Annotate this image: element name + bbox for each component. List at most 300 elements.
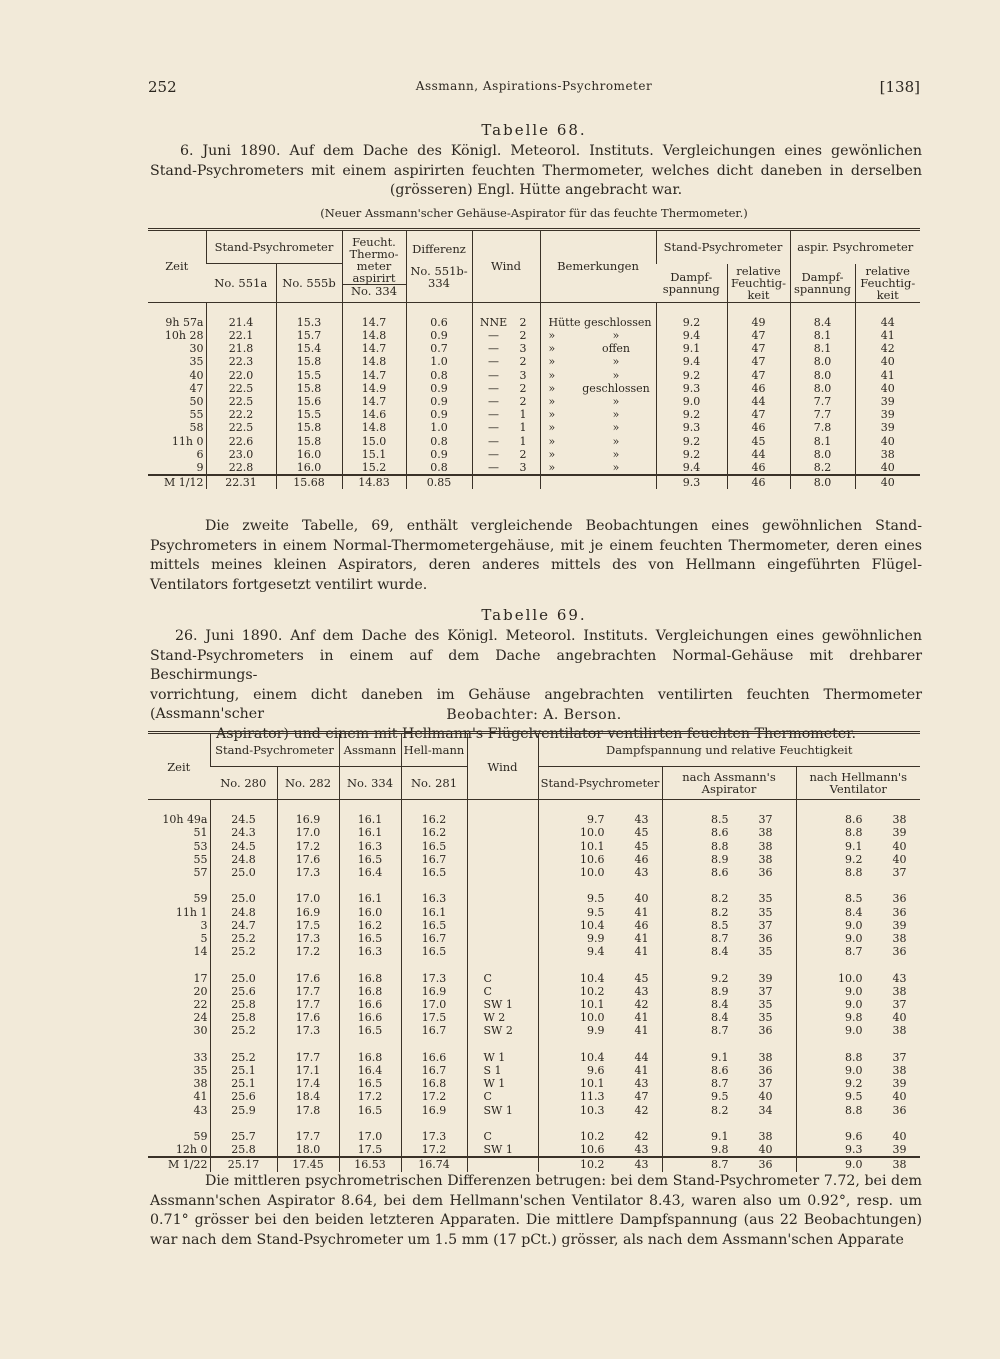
wind-force: 2 [519,315,527,329]
vapour-pressure: 10.2 [580,1130,605,1143]
pair-cell [662,1051,796,1064]
pair-cell [796,826,920,839]
table-cell: 16.5 [339,1077,401,1090]
wind-direction: — [488,394,499,408]
table-cell: 16.2 [401,826,467,839]
remark-b: offen [601,342,631,356]
table-row [148,945,920,958]
differenz-label: Differenz [412,242,466,257]
table-cell: 47 [727,329,790,342]
pair-cell [538,919,662,932]
vapour-pressure: 10.1 [580,998,605,1011]
table-cell: 25.1 [210,1077,277,1090]
table-row [148,985,920,998]
table-cell: 15.8 [276,435,342,448]
wind-force: 2 [519,381,527,395]
col-dampf-group: Dampfspannung und relative Feuchtigkeit [538,733,920,767]
remark-b: » [612,434,620,448]
pair-cell [796,1077,920,1090]
table-row [148,1130,920,1143]
col-nh: nach Hellmann's Ventilator [796,767,920,800]
table-row [148,813,920,826]
remark-b: » [612,447,620,461]
table-cell: 24.7 [210,919,277,932]
col-zeit: Zeit [148,733,210,800]
wind-cell [472,329,540,342]
wind-cell [472,316,540,329]
vapour-pressure: 8.7 [711,1024,729,1038]
table-cell: 25.7 [210,1130,277,1143]
table-cell: 40 [855,461,920,475]
wind-cell: SW 1 [467,1143,538,1157]
table-cell: 15.5 [276,369,342,382]
time-cell: 3 [200,918,208,932]
table-cell: 16.6 [339,1011,401,1024]
wind-force: 2 [519,394,527,408]
table-cell: 9.2 [656,316,727,329]
vapour-pressure: 8.9 [711,852,729,866]
table-cell: 17.7 [277,998,339,1011]
col-hellmann: Hell-mann [401,733,467,767]
mean-label: M 1/12 [148,475,206,489]
rel-humidity: 45 [634,971,649,985]
mean-pair-cell [796,1157,920,1171]
pair-cell [538,906,662,919]
table-cell: 15.2 [342,461,406,475]
pair-cell [796,813,920,826]
table-cell: 39 [855,395,920,408]
table-cell: 16.8 [339,1051,401,1064]
wind-cell [472,395,540,408]
wind-cell: SW 1 [467,1104,538,1117]
table-row [148,1077,920,1090]
table-cell: 44 [727,395,790,408]
vapour-pressure: 9.4 [587,945,605,959]
rel-humidity: 40 [892,1090,907,1104]
table-cell: 14.9 [342,382,406,395]
mean-vapour: 8.7 [711,1158,729,1172]
table-cell: 15.6 [276,395,342,408]
rel-humidity: 38 [892,932,907,945]
table-cell: 40 [855,355,920,368]
pair-cell [662,1130,796,1143]
table-cell: 22.2 [206,408,276,421]
mean-row [148,475,920,489]
vapour-pressure: 10.4 [580,918,605,932]
rel-humidity: 35 [758,998,773,1011]
col-aspir-group: aspir. Psychrometer [790,230,920,264]
col-stand-psychrometer: Stand-Psychrometer [210,733,339,767]
table-cell: 16.7 [401,853,467,866]
remarks-cell [540,355,656,368]
table-cell: 44 [855,316,920,329]
pair-cell [538,932,662,945]
observer: Beobachter: A. Berson. [446,707,622,723]
table-cell: 17.3 [277,866,339,879]
rel-humidity: 39 [758,971,773,985]
section-number: [138] [879,78,920,96]
mean-humidity: 36 [758,1158,773,1172]
time-cell: 59 [193,1130,208,1143]
table-cell: 17.3 [277,1024,339,1037]
wind-cell [467,932,538,945]
col-dampf-1: Dampf-spannung [662,269,720,296]
wind-cell: W 2 [467,1011,538,1024]
table-cell: 39 [855,408,920,421]
col-rel-1: relative Feuchtig-keit [727,264,790,303]
table-cell: 16.6 [339,998,401,1011]
table-cell: 17.5 [401,1011,467,1024]
table-row [148,382,920,395]
wind-cell [467,906,538,919]
table-cell: 0.8 [406,461,472,475]
col-no280: No. 280 [210,767,277,800]
rel-humidity: 43 [634,866,649,879]
remark-a: Hütte geschlossen [548,315,652,329]
table-cell: 17.2 [339,1090,401,1103]
table-cell: 16.8 [339,972,401,985]
rel-humidity: 38 [758,1050,773,1064]
vapour-pressure: 10.2 [580,984,605,998]
rel-humidity: 40 [758,1090,773,1104]
vapour-pressure: 9.7 [587,813,605,827]
remark-a: » [548,460,556,474]
remark-a: » [548,447,556,461]
rel-humidity: 39 [892,1143,907,1157]
wind-cell [467,826,538,839]
table-cell: 16.0 [276,448,342,461]
time-cell: 9 [196,460,204,474]
remark-a: » [548,355,556,369]
pair-cell [796,1104,920,1117]
vapour-pressure: 9.0 [845,998,863,1011]
time-cell: 58 [189,421,204,435]
table-cell: 17.0 [339,1130,401,1143]
wind-cell [472,448,540,461]
table-cell: 18.0 [277,1143,339,1157]
table-cell: 8.0 [790,369,855,382]
table-cell: 15.5 [276,408,342,421]
table-69-title: Tabelle 69. [481,606,587,624]
table-cell: 9.4 [656,329,727,342]
pair-cell [662,1090,796,1103]
table-cell: 16.9 [401,985,467,998]
vapour-pressure: 9.0 [845,1064,863,1077]
mean-pair-cell [662,1157,796,1171]
table-cell: 16.1 [339,892,401,905]
table-row [148,932,920,945]
table-69 [148,731,920,1172]
pair-cell [796,919,920,932]
remark-a: » [548,368,556,382]
remark-b: » [612,328,620,342]
rel-humidity: 42 [634,1103,649,1117]
table-cell: 16.1 [401,906,467,919]
table-row [148,1011,920,1024]
vapour-pressure: 9.5 [587,892,605,906]
wind-direction: — [488,381,499,395]
mean-cell: 9.3 [656,475,727,489]
table-cell: 47 [727,355,790,368]
remark-b: » [612,368,620,382]
vapour-pressure: 8.6 [711,826,729,840]
vapour-pressure: 8.8 [845,826,863,840]
table-cell: 17.0 [401,998,467,1011]
vapour-pressure: 8.7 [845,945,863,959]
rel-humidity: 35 [758,1011,773,1025]
rel-humidity: 41 [634,1064,649,1077]
time-cell: 5 [200,932,208,945]
table-cell: 22.1 [206,329,276,342]
table-cell: 16.4 [339,866,401,879]
vapour-pressure: 10.4 [580,971,605,985]
mean-pair-cell [538,1157,662,1171]
vapour-pressure: 9.6 [587,1064,605,1077]
wind-force: 2 [519,328,527,342]
table-cell: 16.7 [401,1064,467,1077]
table-cell: 17.8 [277,1104,339,1117]
mean-cell: 8.0 [790,475,855,489]
mean-cell: 17.45 [277,1157,339,1171]
table-cell: 17.5 [339,1143,401,1157]
rel-humidity: 36 [892,892,907,906]
vapour-pressure: 9.0 [845,918,863,932]
rel-humidity: 37 [758,918,773,932]
table-cell: 25.8 [210,1011,277,1024]
pair-cell [796,945,920,958]
table-cell: 24.8 [210,853,277,866]
table-cell: 22.5 [206,421,276,434]
rel-humidity: 35 [758,892,773,906]
wind-cell: W 1 [467,1051,538,1064]
table-68 [148,228,920,489]
col-stand-psy-group: Stand-Psychrometer [656,230,790,264]
table-row [148,1064,920,1077]
vapour-pressure: 8.8 [845,866,863,879]
pair-cell [796,1064,920,1077]
table-cell: 21.8 [206,342,276,355]
wind-direction: — [488,460,499,474]
time-cell: 12h 0 [175,1143,208,1157]
remark-b: » [612,421,620,435]
vapour-pressure: 8.7 [711,1077,729,1091]
vapour-pressure: 8.4 [711,1011,729,1025]
table-cell: 8.0 [790,448,855,461]
running-header [148,78,920,100]
pair-cell [538,840,662,853]
table-cell: 25.2 [210,932,277,945]
pair-cell [538,1011,662,1024]
table-row [148,826,920,839]
time-cell: 9h 57a [165,315,204,329]
col-zeit: Zeit [148,230,206,303]
remarks-cell [540,329,656,342]
mean-cell: 25.17 [210,1157,277,1171]
rel-humidity: 43 [634,813,649,827]
mean-cell: 15.68 [276,475,342,489]
caption-line: vorrichtung, einem dicht daneben im Gehäuse angebrachten ventilirten feuchten Thermometer (Assmann'scher [150,686,922,722]
col-wind: Wind [472,230,540,303]
vapour-pressure: 9.1 [711,1050,729,1064]
table-cell: 25.6 [210,1090,277,1103]
pair-cell [662,919,796,932]
table-cell: 8.1 [790,342,855,355]
table-cell: 15.8 [276,382,342,395]
remarks-cell [540,448,656,461]
wind-force: 2 [519,447,527,461]
rel-humidity: 38 [892,1024,907,1038]
vapour-pressure: 9.0 [845,1024,863,1038]
col-no551a: No. 551a [206,264,276,303]
vapour-pressure: 10.1 [580,1077,605,1091]
table-cell: 14.6 [342,408,406,421]
wind-force: 3 [519,342,527,356]
vapour-pressure: 8.7 [711,932,729,945]
vapour-pressure: 9.9 [587,932,605,945]
vapour-pressure: 8.4 [845,905,863,919]
table-cell: 9.2 [656,408,727,421]
table-cell: 40 [855,382,920,395]
pair-cell [796,998,920,1011]
table-cell: 25.1 [210,1064,277,1077]
remark-a: » [548,434,556,448]
table-cell: 25.2 [210,1024,277,1037]
vapour-pressure: 10.0 [580,1011,605,1025]
table-cell: 9.2 [656,369,727,382]
wind-direction: — [488,408,499,422]
table-cell: 16.5 [339,853,401,866]
wind-cell [472,408,540,421]
caption-line: 26. Juni 1890. Anf dem Dache des Königl. Meteorol. Instituts. Vergleichungen eines gewöhnlichen [175,628,922,644]
table-cell: 0.8 [406,435,472,448]
vapour-pressure: 9.1 [711,1130,729,1143]
table-row [148,998,920,1011]
table-cell: 0.8 [406,369,472,382]
table-cell: 15.8 [276,421,342,434]
wind-cell: SW 1 [467,998,538,1011]
wind-cell [472,369,540,382]
table-cell: 40 [855,435,920,448]
vapour-pressure: 10.0 [580,826,605,840]
pair-cell [538,826,662,839]
table-cell: 7.7 [790,408,855,421]
mean-cell: 22.31 [206,475,276,489]
time-cell: 22 [193,998,208,1011]
mean-label: M 1/22 [148,1157,210,1171]
vapour-pressure: 10.3 [580,1103,605,1117]
rel-humidity: 43 [634,984,649,998]
table-cell: 17.3 [401,972,467,985]
table-row [148,892,920,905]
pair-cell [538,813,662,826]
vapour-pressure: 8.2 [711,1103,729,1117]
paragraph-2: Die mittleren psychrometrischen Differenzen betrugen: bei dem Stand-Psychrometer 7.72, bei dem Assmann'schen Aspirator 8.64, bei dem Hellmann'schen Ventilator 8.43, waren also um 0.92°, resp. um 0.71° grösser bei den beiden letzteren Apparaten. Die mittlere Dampfspannung (aus 22 Beobachtungen) war nach dem Stand-Psychrometer um 1.5 mm (17 pCt.) grösser, als nach dem Assmann'schen Apparate [150,1173,922,1248]
col-rel-2: relative Feuchtig-keit [855,264,920,303]
remarks-cell [540,408,656,421]
table-cell: 41 [855,369,920,382]
remark-a: » [548,342,556,356]
pair-cell [796,972,920,985]
rel-humidity: 37 [758,813,773,827]
table-cell: 16.8 [401,1077,467,1090]
vapour-pressure: 9.2 [711,971,729,985]
pair-cell [796,1090,920,1103]
rel-humidity: 46 [634,852,649,866]
rel-humidity: 41 [634,1024,649,1038]
pair-cell [796,906,920,919]
table-cell [472,475,540,489]
wind-direction: — [488,368,499,382]
table-row [148,421,920,434]
table-cell: 25.0 [210,972,277,985]
table-68-caption [150,142,922,201]
table-cell: 15.0 [342,435,406,448]
table-cell: 15.1 [342,448,406,461]
table-cell [467,1157,538,1171]
vapour-pressure: 10.1 [580,839,605,853]
mean-cell: 40 [855,475,920,489]
col-na: nach Assmann's Aspirator [662,767,796,800]
table-cell: 9.3 [656,421,727,434]
table-cell: 16.2 [339,919,401,932]
vapour-pressure: 9.0 [845,932,863,945]
table-cell: 15.8 [276,355,342,368]
rel-humidity: 41 [634,1011,649,1025]
pair-cell [538,1143,662,1157]
table-cell: 16.5 [339,1104,401,1117]
table-cell: 9.0 [656,395,727,408]
table-cell: 14.8 [342,355,406,368]
pair-cell [796,866,920,879]
table-cell: 17.5 [277,919,339,932]
running-title: Assmann, Aspirations-Psychrometer [415,79,653,93]
mean-row [148,1157,920,1171]
mean-humidity: 38 [892,1158,907,1172]
table-row [148,1024,920,1037]
pair-cell [538,853,662,866]
remarks-cell [540,369,656,382]
time-cell: 24 [193,1011,208,1025]
rel-humidity: 38 [758,839,773,853]
wind-direction: — [488,342,499,356]
vapour-pressure: 9.5 [845,1090,863,1104]
time-cell: 35 [189,355,204,369]
col-feucht [342,230,406,303]
table-cell: 16.0 [276,461,342,475]
table-cell: 46 [727,461,790,475]
pair-cell [538,892,662,905]
wind-cell [472,342,540,355]
table-cell: 18.4 [277,1090,339,1103]
col-no282: No. 282 [277,767,339,800]
time-cell: 51 [193,826,208,840]
table-cell: 16.4 [339,1064,401,1077]
col-bemerkungen: Bemerkungen [540,230,656,303]
pair-cell [662,1143,796,1157]
table-cell: 9.3 [656,382,727,395]
wind-cell [467,813,538,826]
vapour-pressure: 8.5 [711,813,729,827]
rel-humidity: 42 [634,998,649,1011]
table-cell: 17.6 [277,853,339,866]
remarks-cell [540,421,656,434]
rel-humidity: 38 [758,826,773,840]
rel-humidity: 45 [634,839,649,853]
rel-humidity: 39 [892,826,907,840]
time-cell: 55 [193,852,208,866]
table-cell: 17.1 [277,1064,339,1077]
table-row [148,461,920,475]
